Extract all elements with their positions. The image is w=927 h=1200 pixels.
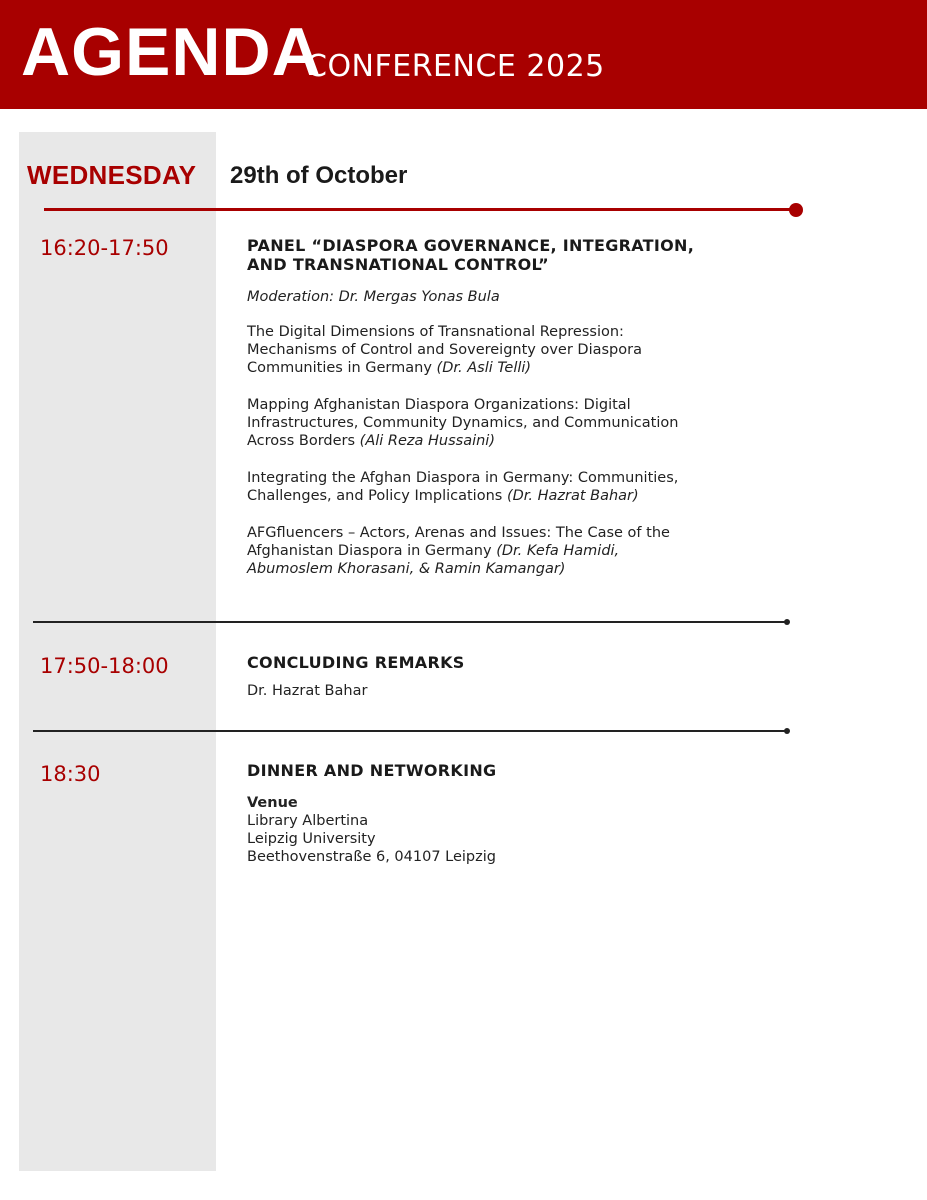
session-time-panel: 16:20-17:50 xyxy=(40,236,169,260)
talk-line: Mechanisms of Control and Sovereignty over Diaspora xyxy=(247,342,642,358)
moderation: Moderation: Dr. Mergas Yonas Bula xyxy=(247,289,500,305)
session-time-concluding: 17:50-18:00 xyxy=(40,654,169,678)
talk-line: Afghanistan Diaspora in Germany xyxy=(247,543,492,559)
day-name: WEDNESDAY xyxy=(27,160,197,190)
day-date: 29th of October xyxy=(230,162,408,189)
talk-line: The Digital Dimensions of Transnational Repression: xyxy=(247,324,624,340)
talk-line: Integrating the Afghan Diaspora in Germany: Communities, xyxy=(247,470,679,486)
session-title-panel xyxy=(247,236,694,274)
talk-item xyxy=(247,524,807,578)
talk-item xyxy=(247,323,807,377)
session-title-line: AND TRANSNATIONAL CONTROL” xyxy=(247,255,549,274)
venue-block xyxy=(247,794,807,866)
session-divider-dot xyxy=(784,619,790,625)
talk-speaker: (Dr. Kefa Hamidi, xyxy=(496,543,620,559)
session-time-dinner: 18:30 xyxy=(40,762,101,786)
session-divider xyxy=(33,621,786,623)
talk-line: Challenges, and Policy Implications xyxy=(247,488,503,504)
session-divider-dot xyxy=(784,728,790,734)
talk-speaker: (Dr. Asli Telli) xyxy=(436,360,532,376)
venue-label: Venue xyxy=(247,795,298,811)
talk-line: Infrastructures, Community Dynamics, and Communication xyxy=(247,415,679,431)
talk-line: Mapping Afghanistan Diaspora Organizations: Digital xyxy=(247,397,631,413)
talk-line: Communities in Germany xyxy=(247,360,432,376)
talk-speaker: (Dr. Hazrat Bahar) xyxy=(506,488,639,504)
venue-line: Beethovenstraße 6, 04107 Leipzig xyxy=(247,849,496,865)
talk-item xyxy=(247,396,807,450)
venue-line: Leipzig University xyxy=(247,831,376,847)
day-divider-dot xyxy=(789,203,803,217)
session-title-line: PANEL “DIASPORA GOVERNANCE, INTEGRATION, xyxy=(247,236,695,255)
day-divider xyxy=(44,208,792,211)
session-title-concluding: CONCLUDING REMARKS xyxy=(247,653,465,672)
talk-speaker: (Ali Reza Hussaini) xyxy=(359,433,495,449)
talk-line: AFGfluencers – Actors, Arenas and Issues: The Case of the xyxy=(247,525,670,541)
conference-subtitle: CONFERENCE 2025 xyxy=(306,49,605,84)
session-divider xyxy=(33,730,786,732)
agenda-title: AGENDA xyxy=(21,14,322,90)
talk-speaker: Abumoslem Khorasani, & Ramin Kamangar) xyxy=(247,561,566,577)
talk-item xyxy=(247,469,807,505)
session-speaker: Dr. Hazrat Bahar xyxy=(247,683,368,699)
talk-line: Across Borders xyxy=(247,433,356,449)
venue-line: Library Albertina xyxy=(247,813,369,829)
session-title-dinner: DINNER AND NETWORKING xyxy=(247,761,497,780)
time-column-background xyxy=(19,132,216,1171)
